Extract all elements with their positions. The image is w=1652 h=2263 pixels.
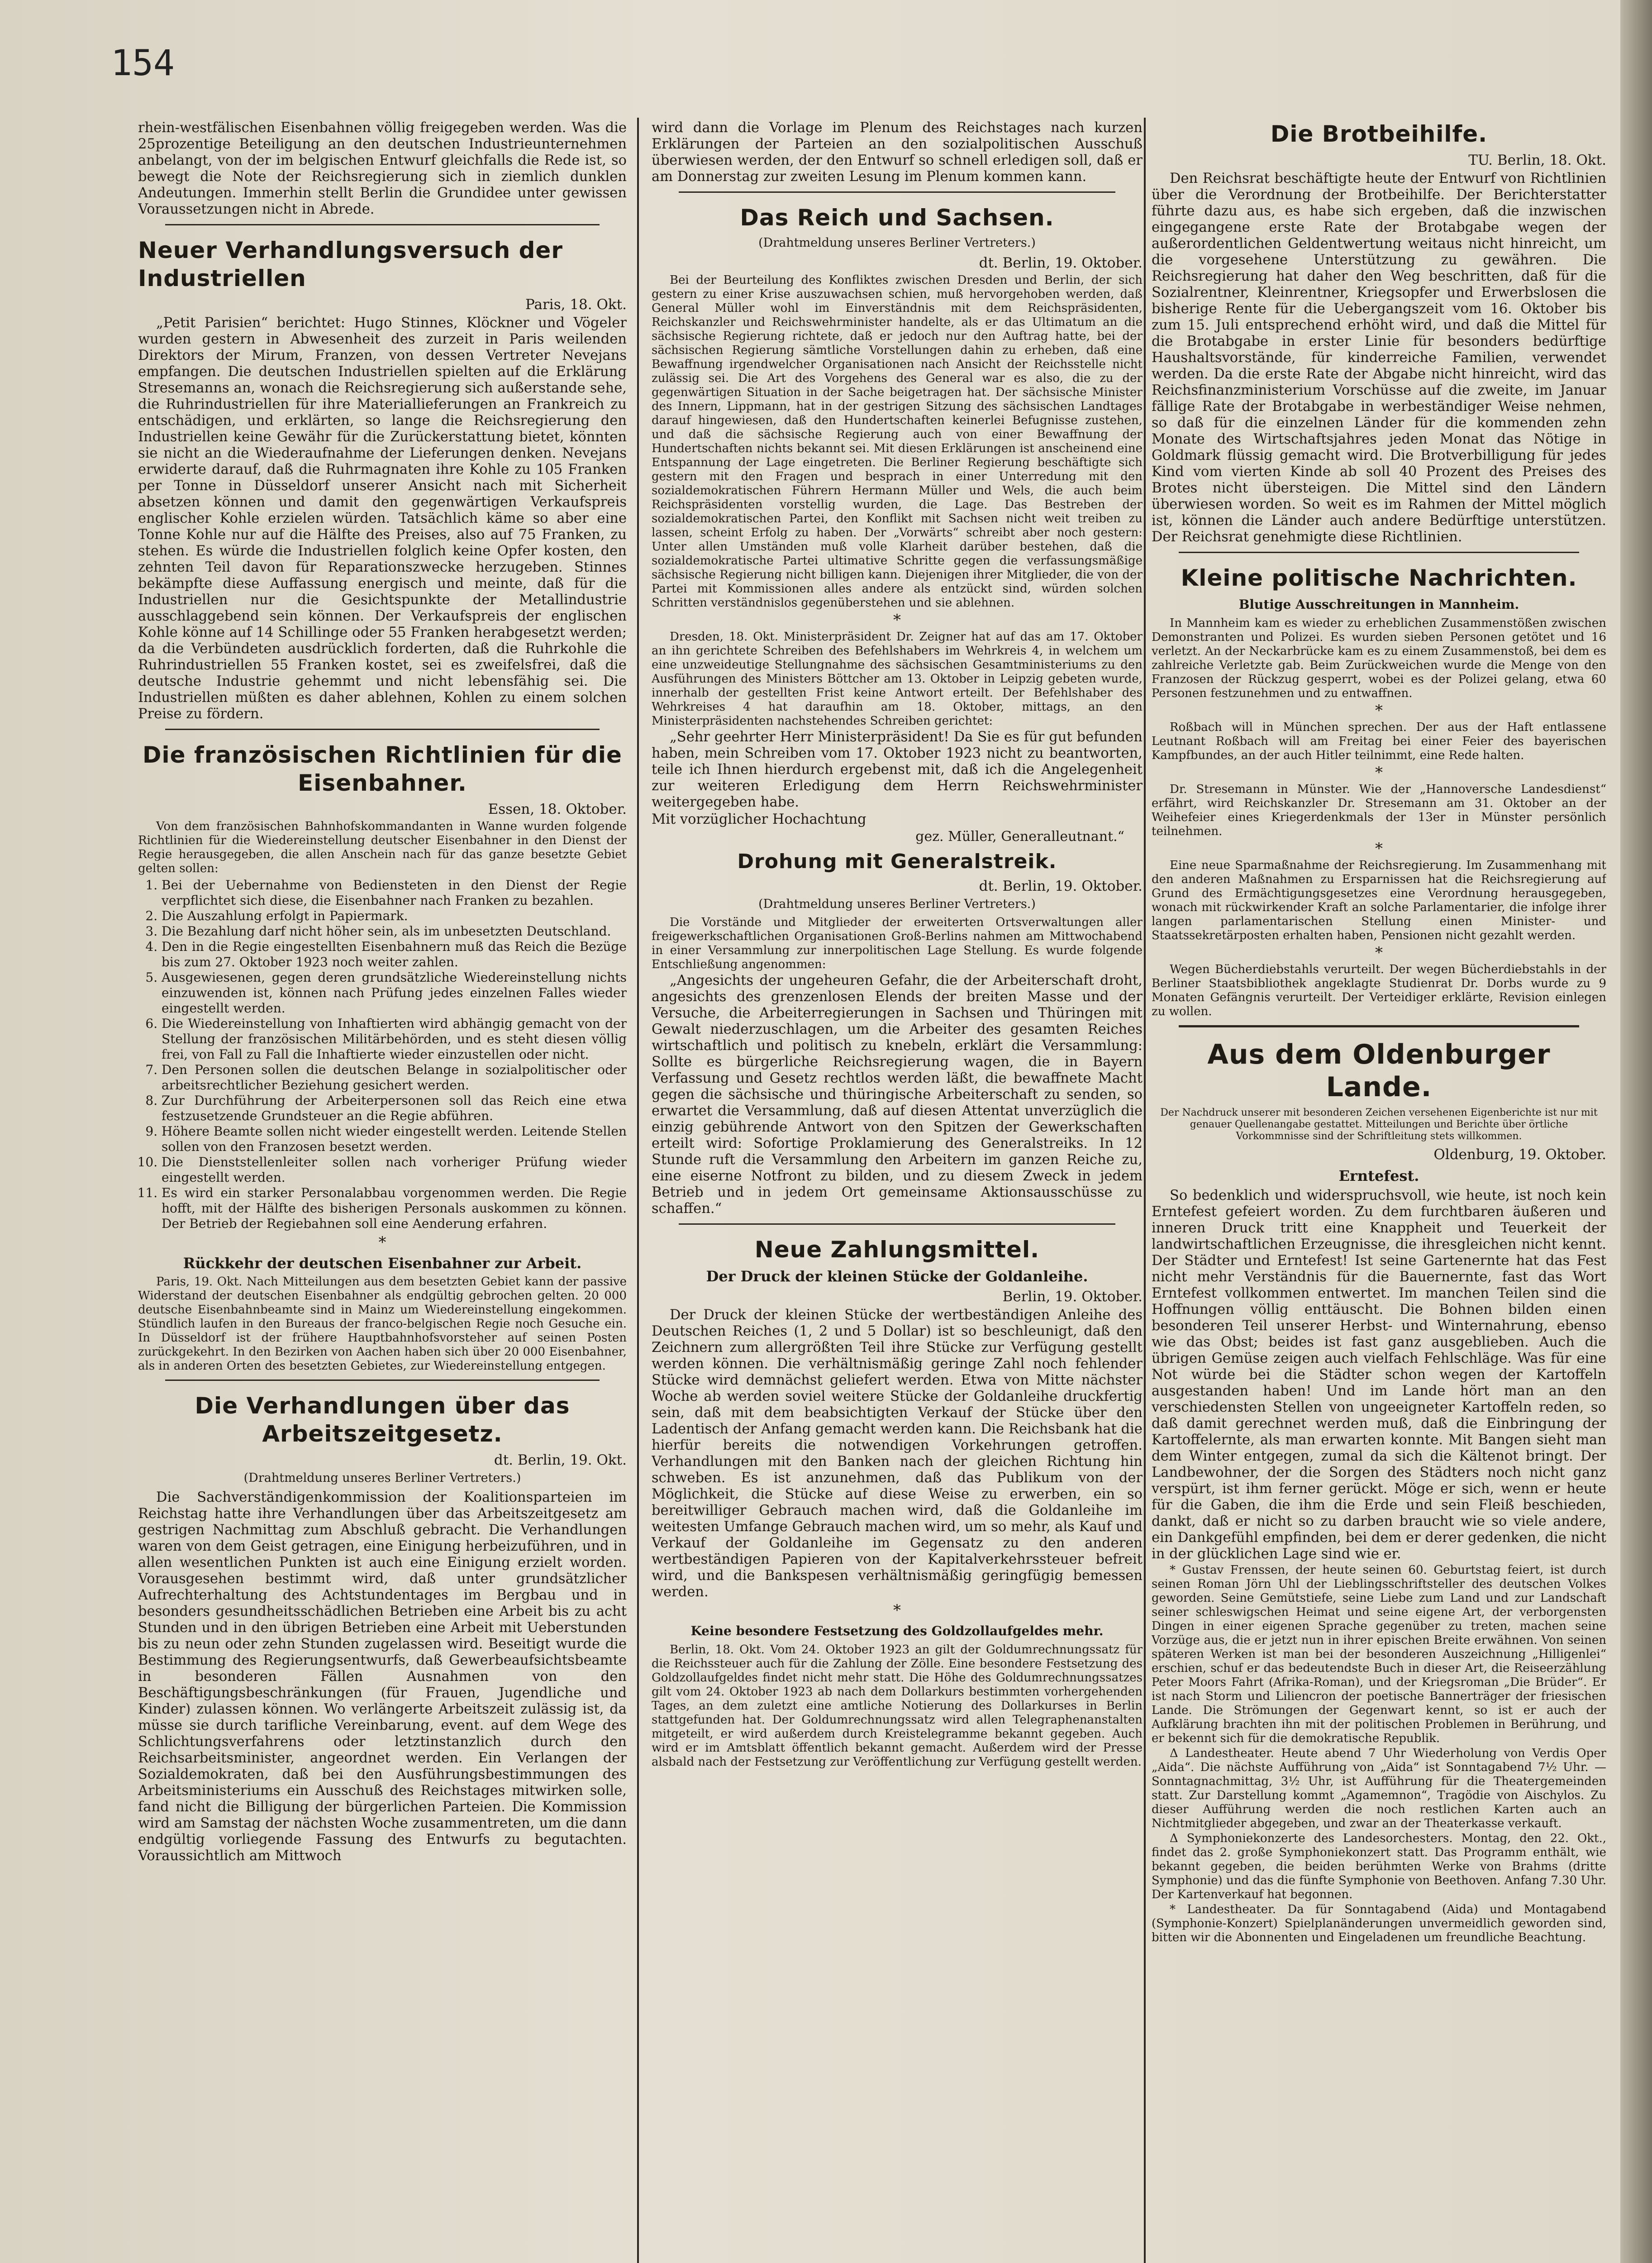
column-2-intro: wird dann die Vorlage im Plenum des Reichstages nach kurzen Erklärungen der Parteien an den sozialpolitischen Ausschuß überwiesen werden, der den Entwurf so schnell erledigen soll, daß er am Donnerstag zur zweiten Lesung im Plenum kommen kann. — [652, 120, 1143, 185]
news-item: Eine neue Sparmaßnahme der Reichsregierung. Im Zusammenhang mit den anderen Maßnahmen zu Ersparnissen hat die Reichsregierung auf Grund des Ermächtigungsgesetzes eine Verordnung herausgegeben, wonach mit rückwirkender Kraft an solche Parlamentarier, die infolge ihrer langen parlamentarischen Stellung einen Minister- und Staatssekretärposten erhalten haben, Pensionen nicht gezahlt werden. — [1152, 859, 1606, 942]
column-3 — [1152, 120, 1606, 2263]
article-separator — [165, 1380, 600, 1381]
local-note: Δ Symphoniekonzerte des Landesorchesters. Montag, den 22. Okt., findet das 2. große Symphoniekonzert statt. Das Programm enthält, wie bekannt gegeben, die beiden berühmten Werke von Brahms (dritte Symphonie) und das die fünfte Symphonie von Beethoven. Anfang 7.30 Uhr. Der Kartenverkauf hat begonnen. — [1152, 1832, 1606, 1901]
column-1 — [138, 120, 627, 2263]
news-item: In Mannheim kam es wieder zu erheblichen Zusammenstößen zwischen Demonstranten und Polizei. Es wurden sieben Personen getötet und 16 verletzt. An der Neckarbrücke kam es zu einem Zusammenstoß, bei dem es zahlreiche Verletzte gab. Beim Zurückweichen wurde die Menge von den Franzosen der Rückzug gesperrt, wobei es der Polizei gelang, etwa 60 Personen festzunehmen und zu entwaffnen. — [1152, 616, 1606, 700]
list-item: 5. Ausgewiesenen, gegen deren grundsätzliche Wiedereinstellung nichts einzuwenden ist, können nach Prüfung jedes einzelnen Falles wieder eingestellt werden. — [162, 970, 627, 1016]
list-item: 7. Den Personen sollen die deutschen Belange in sozialpolitischer oder arbeitsrechtlicher Beziehung gesichert werden. — [162, 1062, 627, 1093]
dateline: TU. Berlin, 18. Okt. — [1468, 152, 1606, 168]
headline-working-hours: Die Verhandlungen über das Arbeitszeitgesetz. — [195, 1393, 570, 1447]
column-divider — [1144, 118, 1146, 2263]
dateline: dt. Berlin, 19. Oktober. — [979, 878, 1143, 894]
subheadline: Der Druck der kleinen Stücke der Goldanleihe. — [706, 1268, 1088, 1285]
list-item: 3. Die Bezahlung darf nicht höher sein, als im unbesetzten Deutschland. — [162, 924, 627, 939]
page-number: 154 — [111, 43, 175, 84]
article-body: Der Druck der kleinen Stücke der wertbeständigen Anleihe des Deutschen Reiches (1, 2 und 5 Dollar) ist so beschleunigt, daß den Zeichnern zum allergrößten Teil ihre Stücke zur Verfügung gestellt werden können. Die verhältnismäßig geringe Zahl noch fehlender Stücke wird demnächst geliefert werden. Etwa von Mitte nächster Woche ab werden soviel weitere Stücke der Goldanleihe druckfertig sein, daß mit dem beabsichtigten Verkauf der Stücke über den Ladentisch der Anfang gemacht werden kann. Die Reichsbank hat die hierfür bereits die notwendigen Vorkehrungen getroffen. Verhandlungen mit den Banken nach der gleichen Richtung hin schweben. Es ist anzunehmen, daß das Publikum von der Möglichkeit, die Stücke auf diese Weise zu erwerben, ein so bereitwilliger Gebrauch machen wird, daß die Goldanleihe im weitesten Umfange Gebrauch machen wird, um so mehr, als Kauf und Verkauf der Goldanleihe im Gegensatz zu den anderen wertbeständigen Papieren von der Kapitalverkehrssteuer befreit wird, und die Bankspesen verhältnismäßig geringfügig bemessen werden. — [652, 1307, 1143, 1600]
article-body: Berlin, 18. Okt. Vom 24. Oktober 1923 an gilt der Goldumrechnungssatz für die Reichssteuer auch für die Zahlung der Zölle. Eine besondere Festsetzung des Goldzollaufgeldes findet nicht mehr statt. Die Höhe des Goldumrechnungssatzes gilt vom 24. Oktober 1923 ab nach dem Dollarkurs bestimmten vorhergehenden Tages, an dem zuletzt eine amtliche Notierung des Dollarkurses in Berlin stattgefunden hat. Der Goldumrechnungssatz wird allen Telegraphenanstalten mitgeteilt, er wird außerdem durch Kreistelegramme bekannt gegeben. Auch wird er im Amtsblatt öffentlich bekannt gemacht. Außerdem wird der Presse alsbald nach der Festsetzung zur Veröffentlichung zur Verfügung gestellt werden. — [652, 1643, 1143, 1769]
page-edge — [1620, 0, 1652, 2263]
reprint-notice: Der Nachdruck unserer mit besonderen Zeichen versehenen Eigenberichte ist nur mit genauer Quellenangabe gestattet. Mitteilungen und Berichte über örtliche Vorkommnisse sind der Schriftleitung stets willkommen. — [1160, 1107, 1598, 1142]
article-body: Den Reichsrat beschäftigte heute der Entwurf von Richtlinien über die Verordnung der Brotbeihilfe. Der Berichterstatter führte dazu aus, es habe sich ergeben, daß die inzwischen eingegangene erste Rate der Brotabgabe wegen der außerordentlichen Geldentwertung weitaus nicht hinreicht, um die vorgesehene Unterstützung zu gewähren. Die Reichsregierung hat daher den Weg beschritten, daß für die Sozialrentner, Kleinrentner, Kriegsopfer und Erwerbslosen die bisherige Rente für die Uebergangszeit vom 16. Oktober bis zum 15. Juli entsprechend erhöht wird, und daß die Mittel für die Brotabgabe in erster Linie für besonders bedürftige Haushaltsvorstände, für kinderreiche Familien, verwendet werden. Da die erste Rate der Abgabe nicht hinreicht, wird das Reichsfinanzministerium Vorschüsse auf die zweite, im Januar fällige Rate der Brotabgabe in werbeständiger Weise nehmen, so daß für die einzelnen Länder für die kommenden zehn Monate des Wirtschaftsjahres jeden Monat das Nötige in Goldmark flüssig gemacht wird. Die Brotverbilligung für jedes Kind vom vierten Kinde ab soll 40 Prozent des Preises des Brotes nicht übersteigen. Die Mittel sind den Ländern überwiesen worden. So weit es im Rahmen der Mittel möglich ist, können die Länder auch andere Bedürftige unterstützen. Der Reichsrat genehmigte diese Richtlinien. — [1152, 171, 1606, 545]
article-body: So bedenklich und widerspruchsvoll, wie heute, ist noch kein Erntefest gefeiert worden. Zu dem furchtbaren äußeren und inneren Druck tritt eine Knappheit und Teuerkeit der landwirtschaftlichen Erzeugnisse, die ihresgleichen nicht kennt. Der Städter und Erntefest! Ist seine Gartenernte hat das Fest nicht mehr Verständnis für die Bauernernte, fast das Wort Erntefest vollkommen entwertet. Im manchen Teilen sind die Hoffnungen völlig enttäuscht. Die Bohnen bilden einen besonderen Teil unserer Herbst- und Winternahrung, ebenso wie das Obst; beides ist fast ganz ausgeblieben. Auch die übrigen Gemüse zeigen auch vielfach Fehlschläge. Was für eine Not würde bei die Städter schon wegen der Kartoffeln ausgestanden haben! Und im Lande hört man an den verschiedensten Stellen von ungeeigneter Kartoffeln reden, so daß damit gerechnet werden muß, daß die Einbringung der Kartoffelernte, als man erwarten konnte. Mit Bangen sieht man dem Winter entgegen, zumal da sich die Kältenot bringt. Der Landbewohner, der die Sorgen des Städters noch nicht ganz verspürt, ist ihm ferner gerückt. Möge er sich, wenn er heute für die Gaben, die ihm die Erde und sein Fleiß beschieden, dankt, daß er nicht so zu darben braucht wie so viele andere, ein Dankgefühl empfinden, bei dem er derer gedenken, die nicht in der glücklichen Lage sind wie er. — [1152, 1188, 1606, 1562]
headline-railway-guidelines: Die französischen Richtlinien für die Eisenbahner. — [143, 742, 622, 796]
subheadline: Erntefest. — [1338, 1167, 1419, 1184]
letter-signature: gez. Müller, Generalleutnant.“ — [915, 829, 1124, 845]
subheadline: Rückkehr der deutschen Eisenbahner zur Arbeit. — [183, 1255, 582, 1272]
article-body: Dresden, 18. Okt. Ministerpräsident Dr. Zeigner hat auf das am 17. Oktober an ihn gerichtete Schreiben des Befehlshabers im Wehrkreis 4, in welchem um eine unzweideutige Stellungnahme des sächsischen Gesamtministeriums zu den Ausführungen des Ministers Böttcher am 13. Oktober in Leipzig gebeten wurde, innerhalb der gestellten Frist keine Antwort erteilt. Der Befehlshaber des Wehrkreises 4 hat daraufhin am 18. Oktober, mittags, an den Ministerpräsidenten nachstehendes Schreiben gerichtet: — [652, 630, 1143, 728]
separator-asterisk: * — [1375, 840, 1383, 858]
headline-industrialists: Neuer Verhandlungsversuch der Industriellen — [138, 237, 563, 291]
separator-asterisk: * — [893, 1601, 901, 1619]
source-note: (Drahtmeldung unseres Berliner Vertreters.) — [758, 897, 1036, 911]
local-note: * Gustav Frenssen, der heute seinen 60. Geburtstag feiert, ist durch seinen Roman Jörn Uhl der Lieblingsschriftsteller des deutschen Volkes geworden. Seine Gemütstiefe, seine Liebe zum Land und zur Landschaft seiner schleswigschen Heimat und seine eigene Art, der verborgensten Dingen in einer eigenen Sprache gegenüber zu treten, machen seine Vorzüge aus, die er jetzt nun in ihrer epischen Breite erwähnen. Von seinen späteren Werken ist man bei der besonderen Auszeichnung „Hilligenlei“ erschien, schuf er das bedeutendste Buch in dieser Art, die Reiseerzählung Peter Moors Fahrt (Afrika-Roman), und der Kriegsroman „Die Brüder“. Er ist nach Storm und Liliencron der poetische Bannerträger der friesischen Lande. Die Strömungen der Gegenwart kennt, so ist er auch der Aufklärung brachten ihn mit der politischen Problemen in Berührung, und er bekennt sich für die demokratische Republik. — [1152, 1563, 1606, 1745]
list-item: 2. Die Auszahlung erfolgt in Papiermark. — [162, 908, 627, 924]
list-item: 10. Die Dienststellenleiter sollen nach vorheriger Prüfung wieder eingestellt werden. — [162, 1155, 627, 1185]
headline-general-strike: Drohung mit Generalstreik. — [737, 850, 1057, 873]
resolution-text: „Angesichts der ungeheuren Gefahr, die der Arbeiterschaft droht, angesichts des grenzenlosen Elends der breiten Masse und der Versuche, die Arbeiterregierungen in Sachsen und Thüringen mit Gewalt niederzuschlagen, um die Arbeiter des gesamten Reiches wirtschaftlich und politisch zu knebeln, erklärt die Versammlung: Sollte es bürgerliche Reichsregierung wagen, die in Bayern Verfassung und Gesetz rechtlos werden läßt, die bewaffnete Macht gegen die sächsische und thüringische Arbeiterschaft zu senden, so erwartet die Versammlung, daß auf diesen Attentat unverzüglich die einzig gebührende Antwort von den Spitzen der Gewerkschaften erteilt wird: Sofortige Proklamierung des Generalstreiks. In 12 Stunde ruft die Versammlung den Arbeitern im ganzen Reiche zu, eine eiserne Notfront zu bilden, und zu diesem Zweck in jedem Betrieb und in jedem Ort gemeinsame Aktionsausschüsse zu schaffen.“ — [652, 973, 1143, 1217]
separator-asterisk: * — [378, 1233, 386, 1251]
dateline: dt. Berlin, 19. Okt. — [494, 1452, 627, 1468]
dateline: Oldenburg, 19. Oktober. — [1433, 1146, 1606, 1163]
letter-closing: Mit vorzüglicher Hochachtung — [652, 812, 866, 827]
headline-reich-saxony: Das Reich und Sachsen. — [740, 205, 1054, 231]
headline-oldenburg: Aus dem Oldenburger Lande. — [1207, 1039, 1551, 1103]
dateline: Essen, 18. Oktober. — [488, 801, 627, 817]
headline-bread-aid: Die Brotbeihilfe. — [1270, 121, 1488, 147]
guidelines-list — [138, 878, 627, 1232]
article-separator — [679, 1223, 1115, 1225]
headline-political-news: Kleine politische Nachrichten. — [1181, 565, 1577, 591]
article-body: Die Vorstände und Mitglieder der erweiterten Ortsverwaltungen aller freigewerkschaftlichen Organisationen Groß-Berlins nahmen am Mittwochabend in einer Versammlung zur innerpolitischen Lage Stellung. Es wurde folgende Entschließung angenommen: — [652, 916, 1143, 971]
article-body: Paris, 19. Okt. Nach Mitteilungen aus dem besetzten Gebiet kann der passive Widerstand der deutschen Eisenbahner als endgültig gebrochen gelten. 20 000 deutsche Eisenbahnbeamte sind in Mainz um Wiedereinstellung eingekommen. Stündlich laufen in den Bureaus der franco-belgischen Regie noch Gesuche ein. In Düsseldorf ist der frühere Hauptbahnhofsvorsteher auf seinen Posten zurückgekehrt. In den Bezirken von Aachen haben sich über 20 000 Eisenbahner, als in anderen Orten des besetzten Gebietes, zur Wiedereinstellung entgegen. — [138, 1275, 627, 1373]
list-item: 8. Zur Durchführung der Arbeiterpersonen soll das Reich eine etwa festzusetzende Grundsteuer an die Regie abführen. — [162, 1093, 627, 1124]
article-separator — [165, 729, 600, 730]
source-note: (Drahtmeldung unseres Berliner Vertreters.) — [243, 1471, 521, 1485]
subheadline: Keine besondere Festsetzung des Goldzollaufgeldes mehr. — [690, 1623, 1104, 1638]
article-separator — [679, 191, 1115, 193]
news-item: Wegen Bücherdiebstahls verurteilt. Der wegen Bücherdiebstahls in der Berliner Staatsbibliothek angeklagte Studienrat Dr. Dorbs wurde zu 9 Monaten Gefängnis verurteilt. Der Verteidiger erklärte, Revision einlegen zu wollen. — [1152, 963, 1606, 1018]
article-separator — [165, 224, 600, 225]
dateline: dt. Berlin, 19. Oktober. — [979, 255, 1143, 271]
letter-quote: „Sehr geehrter Herr Ministerpräsident! Da Sie es für gut befunden haben, mein Schreiben vom 17. Oktober 1923 nicht zu beantworten, teile ich Ihnen hierdurch ergebenst mit, daß ich die Angelegenheit zur weiteren Erledigung dem Herrn Reichswehrminister weitergegeben habe. — [652, 729, 1143, 810]
article-body: Von dem französischen Bahnhofskommandanten in Wanne wurden folgende Richtlinien für die Wiedereinstellung deutscher Eisenbahner in den Dienst der Regie herausgegeben, die allen Anschein nach für das ganze besetzte Gebiet gelten sollen: — [138, 820, 627, 875]
subheadline: Blutige Ausschreitungen in Mannheim. — [1238, 597, 1519, 612]
article-body: Bei der Beurteilung des Konfliktes zwischen Dresden und Berlin, der sich gestern zu einer Krise auszuwachsen schien, muß hervorgehoben werden, daß General Müller wohl im Einverständnis mit dem Reichspräsidenten, Reichskanzler und Reichswehrminister handelte, als er das Ultimatum an die sächsische Regierung richtete, daß er jedoch nur den Auftrag hatte, bei der sächsischen Regierung sämtliche Vorstellungen dahin zu erheben, daß eine Bewaffnung irgendwelcher Organisationen nach Ansicht der Reichsstelle nicht zulässig sei. Die Art des Vorgehens des General war es also, die zu der gegenwärtigen Situation in der Sache beigetragen hat. Der sächsische Minister des Innern, Lippmann, hat in der gestrigen Sitzung des sächsischen Landtages darauf hingewiesen, daß den Hundertschaften keinerlei Befugnisse zustehen, und daß die sächsische Regierung auch von einer Bewaffnung der Hundertschaften nichts bekannt sei. Mit diesen Erklärungen ist anscheinend eine Entspannung der Lage eingetreten. Die Berliner Regierung beschäftigte sich gestern mit den Fragen und besprach in einer Unterredung mit den sozialdemokratischen Führern Hermann Müller und Wels, die auch beim Reichspräsidenten vorstellig wurden, die Lage. Das Bestreben der sozialdemokratischen Partei, den Konflikt mit Sachsen nicht weit treiben zu lassen, scheint Erfolg zu haben. Der „Vorwärts“ schreibt aber noch gestern: Unter allen Umständen muß volle Klarheit darüber bestehen, daß die sozialdemokratische Partei ultimative Schritte gegen die verfassungsmäßige sächsische Regierung nicht billigen kann. Diejenigen ihrer Mitglieder, die von der Partei mit Kommissionen alles andere als entzückt sind, würden solchen Schritten verständnislos gegenüberstehen und sie ablehnen. — [652, 273, 1143, 610]
list-item: 11. Es wird ein starker Personalabbau vorgenommen werden. Die Regie hofft, mit der Hälfte des bisherigen Personals auskommen zu können. Der Betrieb der Regiebahnen soll eine Aenderung erfahren. — [162, 1185, 627, 1232]
article-body: „Petit Parisien“ berichtet: Hugo Stinnes, Klöckner und Vögeler wurden gestern in Abwesenheit des zurzeit in Paris weilenden Direktors der Mirum, Franzen, von dessen Vertreter Nevejans empfangen. Die deutschen Industriellen spielten auf die Erklärung Stresemanns an, wonach die Reichsregierung sich außerstande sehe, die Ruhrindustriellen für ihre Materiallieferungen an Frankreich zu entschädigen, und erklärten, so lange die Reichsregierung den Industriellen keine Gewähr für die Zurückerstattung bietet, könnten sie nicht an die Wiederaufnahme der Lieferungen denken. Nevejans erwiderte darauf, daß die Ruhrmagnaten ihre Kohle zu 105 Franken per Tonne in Düsseldorf unserer Ansicht nach mit Sicherheit absetzen können und damit den gegenwärtigen Verkaufspreis englischer Kohle erzielen würden. Tatsächlich käme so aber eine Tonne Kohle nur auf die Hälfte des Preises, also auf 75 Franken, zu stehen. Es würde die Industriellen folglich keine Opfer kosten, den zehnten Teil davon für Reparationszwecke herzugeben. Stinnes bekämpfte diese Auffassung energisch und meinte, daß für die Industriellen nur die Gesichtspunkte der Metallindustrie ausschlaggebend sein können. Der Verkaufspreis der englischen Kohle könne auf 14 Schillinge oder 55 Franken herabgesetzt werden; da die Verbündeten ausdrücklich forderten, daß die Ruhrkohle die Ruhrindustriellen 55 Franken kostet, sei es zweifelsfrei, daß die deutsche Industrie gehemmt und nicht lebensfähig sei. Die Industriellen müßten es daher ablehnen, Kohlen zu einem solchen Preise zu fördern. — [138, 315, 627, 722]
local-note: Δ Landestheater. Heute abend 7 Uhr Wiederholung von Verdis Oper „Aida“. Die nächste Aufführung von „Aida“ ist Sonntagabend 7½ Uhr. — Sonntagnachmittag, 3½ Uhr, ist Aufführung für die Theatergemeinden statt. Zur Darstellung kommt „Agamemnon“, Tragödie von Aischylos. Zu dieser Aufführung werden die noch restlichen Karten auch an Nichtmitglieder abgegeben, und zwar an der Theaterkasse verkauft. — [1152, 1747, 1606, 1830]
headline-new-currency: Neue Zahlungsmittel. — [754, 1237, 1040, 1263]
separator-asterisk: * — [1375, 944, 1383, 962]
article-body: Die Sachverständigenkommission der Koalitionsparteien im Reichstag hatte ihre Verhandlungen über das Arbeitszeitgesetz am gestrigen Nachmittag zum Abschluß gebracht. Die Verhandlungen waren von dem Geist getragen, eine Einigung herbeizuführen, und in allen wesentlichen Punkten ist auch eine Einigung erzielt worden. Vorausgesehen bestimmt wird, daß unter grundsätzlicher Aufrechterhaltung des Achtstundentages im Bergbau und in besonders gesundheitsschädlichen Betrieben eine Arbeit bis zu acht Stunden und in den übrigen Betrieben eine Arbeit mit Ueberstunden bis zu neun oder zehn Stunden zugelassen wird. Beseitigt wurde die Bestimmung des Regierungsentwurfs, daß Gewerbeaufsichtsbeamte in besonderen Fällen Ausnahmen von den Beschäftigungsbeschränkungen (für Frauen, Jugendliche und Kinder) zulassen können. Wo verlängerte Arbeitszeit zulässig ist, da müsse sie durch tarifliche Vereinbarung, event. auf dem Wege des Schlichtungsverfahrens oder letztinstanzlich durch den Reichsarbeitsminister, angeordnet werden. Ein Verlangen der Sozialdemokraten, daß bei den Ausführungsbestimmungen des Arbeitsministeriums ein Ausschuß des Reichstages mitwirken solle, fand nicht die Billigung der bürgerlichen Parteien. Die Kommission wird am Samstag der nächsten Woche zusammentreten, um die dann endgültig vorliegende Fassung des Entwurfs zu begutachten. Voraussichtlich am Mittwoch — [138, 1490, 627, 1864]
list-item: 6. Die Wiedereinstellung von Inhaftierten wird abhängig gemacht von der Stellung der französischen Militärbehörden, und es steht diesen völlig frei, von Fall zu Fall die Inhaftierte wieder einzustellen oder nicht. — [162, 1016, 627, 1062]
list-item: 1. Bei der Uebernahme von Bediensteten in den Dienst der Regie verpflichtet sich diese, die Eisenbahner nach Franken zu bezahlen. — [162, 878, 627, 908]
local-note: * Landestheater. Da für Sonntagabend (Aida) und Montagabend (Symphonie-Konzert) Spielplanänderungen unvermeidlich geworden sind, bitten wir die Abonnenten und Eingeladenen um freundliche Beachtung. — [1152, 1903, 1606, 1944]
news-item: Roßbach will in München sprechen. Der aus der Haft entlassene Leutnant Roßbach will am Freitag bei einer Feier des bayerischen Kampfbundes, an der auch Hitler teilnimmt, eine Rede halten. — [1152, 721, 1606, 762]
source-note: (Drahtmeldung unseres Berliner Vertreters.) — [758, 236, 1036, 250]
separator-asterisk: * — [893, 611, 901, 629]
separator-asterisk: * — [1375, 702, 1383, 720]
news-item: Dr. Stresemann in Münster. Wie der „Hannoversche Landesdienst“ erfährt, wird Reichskanzler Dr. Stresemann am 31. Oktober an der Weihefeier eines Kriegerdenkmals der 13er in Münster persönlich teilnehmen. — [1152, 783, 1606, 838]
column-2 — [652, 120, 1143, 2263]
list-item: 9. Höhere Beamte sollen nicht wieder eingestellt werden. Leitende Stellen sollen von den Franzosen besetzt werden. — [162, 1124, 627, 1155]
column-divider — [637, 118, 639, 2263]
article-separator — [1179, 1025, 1579, 1027]
dateline: Berlin, 19. Oktober. — [1002, 1289, 1143, 1305]
article-separator — [1179, 552, 1579, 553]
dateline: Paris, 18. Okt. — [525, 296, 627, 313]
separator-asterisk: * — [1375, 764, 1383, 782]
list-item: 4. Den in die Regie eingestellten Eisenbahnern muß das Reich die Bezüge bis zum 27. Oktober 1923 noch weiter zahlen. — [162, 939, 627, 970]
column-1-intro: rhein-westfälischen Eisenbahnen völlig freigegeben werden. Was die 25prozentige Beteiligung an den deutschen Industrieunternehmen anbelangt, von der im belgischen Entwurf gleichfalls die Rede ist, so bewegt die Note der Reichsregierung sich in ziemlich dunklen Andeutungen. Immerhin stellt Berlin die Grundidee unter gewissen Voraussetzungen nicht in Abrede. — [138, 120, 627, 217]
